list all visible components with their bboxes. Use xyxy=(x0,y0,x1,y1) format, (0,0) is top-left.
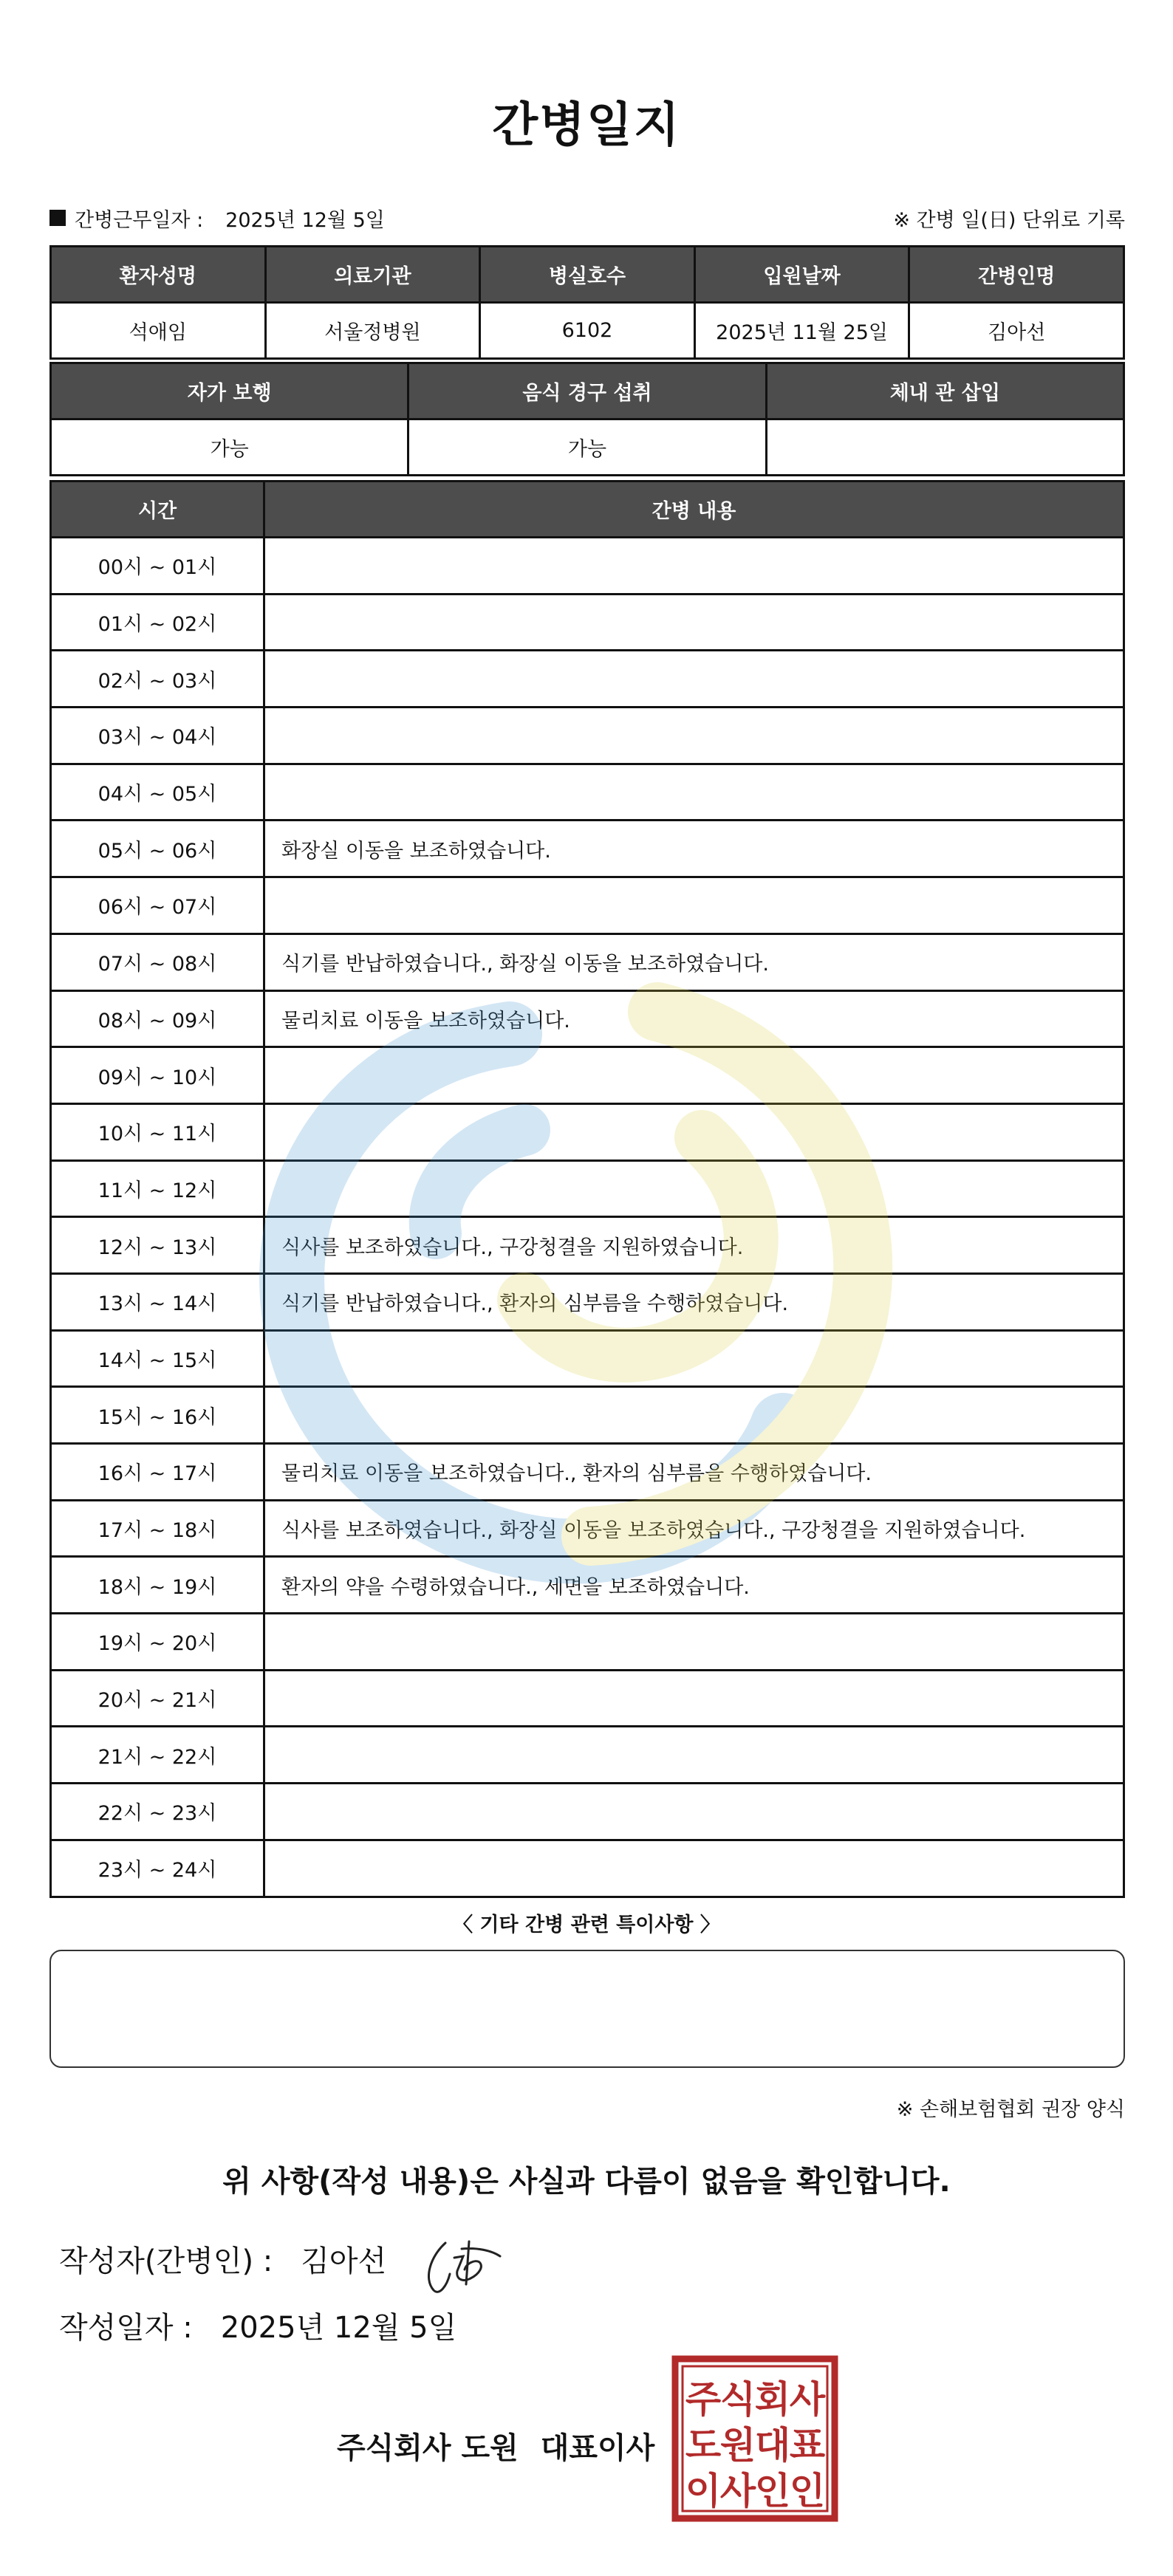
write-date-label: 작성일자 : xyxy=(59,2311,193,2345)
stamp-glyph: 원 xyxy=(719,2424,756,2467)
care-log-row xyxy=(51,1444,1124,1501)
patient-name: 석애임 xyxy=(51,303,266,359)
care-log-row xyxy=(51,990,1124,1047)
confirmation-statement: 위 사항(작성 내용)은 사실과 다름이 없음을 확인합니다. xyxy=(222,2165,951,2199)
care-log-content xyxy=(264,1614,1124,1671)
care-log-content: 물리치료 이동을 보조하였습니다., 환자의 심부름을 수행하였습니다. xyxy=(264,1444,1124,1501)
care-log-row xyxy=(51,1500,1124,1557)
care-log-row xyxy=(51,708,1124,764)
care-log-row xyxy=(51,1784,1124,1840)
record-unit-note: ※ 간병 일(日) 단위로 기록 xyxy=(893,208,1125,232)
care-log-time: 01시 ~ 02시 xyxy=(51,594,264,651)
caregiver-name: 김아선 xyxy=(909,303,1124,359)
care-log-time: 20시 ~ 21시 xyxy=(51,1670,264,1727)
header-oral-intake: 음식 경구 섭취 xyxy=(408,363,766,419)
care-log-time: 12시 ~ 13시 xyxy=(51,1217,264,1274)
header-patient-name: 환자성명 xyxy=(51,247,266,303)
meta-row xyxy=(49,201,1125,235)
stamp-glyph: 표 xyxy=(789,2424,826,2467)
write-date-row xyxy=(59,2304,456,2346)
care-log-content: 식사를 보조하였습니다., 구강청결을 지원하였습니다. xyxy=(264,1217,1124,1274)
stamp-glyph: 대 xyxy=(754,2424,791,2467)
care-log-content xyxy=(264,1670,1124,1727)
care-log-time: 04시 ~ 05시 xyxy=(51,764,264,821)
care-log-time: 17시 ~ 18시 xyxy=(51,1500,264,1557)
care-log-content: 식기를 반납하였습니다., 화장실 이동을 보조하였습니다. xyxy=(264,934,1124,990)
care-log-content xyxy=(264,764,1124,821)
company-name: 주식회사 도원 xyxy=(337,2431,519,2465)
care-log-time: 22시 ~ 23시 xyxy=(51,1784,264,1840)
care-log-row xyxy=(51,1387,1124,1444)
care-log-time: 09시 ~ 10시 xyxy=(51,1047,264,1104)
care-log-row xyxy=(51,1840,1124,1897)
care-log-row xyxy=(51,877,1124,934)
care-log-content xyxy=(264,1330,1124,1387)
work-date-value: 2025년 12월 5일 xyxy=(225,208,385,232)
care-log-time: 05시 ~ 06시 xyxy=(51,821,264,877)
patient-info-header-row xyxy=(51,247,1124,303)
care-log-time: 13시 ~ 14시 xyxy=(51,1273,264,1330)
care-log-row xyxy=(51,594,1124,651)
care-log-content xyxy=(264,708,1124,764)
care-log-table xyxy=(49,480,1125,1898)
work-date-label: 간병근무일자 : xyxy=(75,208,204,232)
stamp-glyph: 인 xyxy=(789,2470,826,2512)
care-log-content xyxy=(264,1387,1124,1444)
patient-status-table xyxy=(49,362,1125,476)
oral-intake-value: 가능 xyxy=(408,419,766,476)
writer-row xyxy=(59,2238,386,2280)
care-log-time: 08시 ~ 09시 xyxy=(51,990,264,1047)
care-log-row xyxy=(51,1727,1124,1784)
care-log-time: 16시 ~ 17시 xyxy=(51,1444,264,1501)
care-log-time: 02시 ~ 03시 xyxy=(51,651,264,708)
tube-insertion-value xyxy=(766,419,1124,476)
care-log-row xyxy=(51,1557,1124,1614)
handwritten-signature xyxy=(417,2227,506,2301)
header-caregiver-name: 간병인명 xyxy=(909,247,1124,303)
header-hospital: 의료기관 xyxy=(265,247,480,303)
care-log-header-row xyxy=(51,482,1124,538)
care-log-row xyxy=(51,1217,1124,1274)
header-self-walking: 자가 보행 xyxy=(51,363,408,419)
care-log-time: 07시 ~ 08시 xyxy=(51,934,264,990)
stamp-glyph: 사 xyxy=(719,2470,756,2512)
care-log-content xyxy=(264,651,1124,708)
care-log-row xyxy=(51,651,1124,708)
room-number: 6102 xyxy=(480,303,695,359)
company-role: 대표이사 xyxy=(540,2431,655,2465)
care-log-time: 10시 ~ 11시 xyxy=(51,1103,264,1160)
writer-label: 작성자(간병인) : xyxy=(59,2244,273,2278)
care-log-time: 11시 ~ 12시 xyxy=(51,1160,264,1217)
care-log-content: 식사를 보조하였습니다., 화장실 이동을 보조하였습니다., 구강청결을 지원하였습니다. xyxy=(264,1500,1124,1557)
admission-date: 2025년 11월 25일 xyxy=(694,303,909,359)
care-log-content xyxy=(264,1103,1124,1160)
hospital-name: 서울정병원 xyxy=(265,303,480,359)
care-log-body xyxy=(51,538,1124,1897)
care-log-content: 식기를 반납하였습니다., 환자의 심부름을 수행하였습니다. xyxy=(264,1273,1124,1330)
care-log-row xyxy=(51,1047,1124,1104)
write-date-value: 2025년 12월 5일 xyxy=(220,2311,457,2345)
care-log-content xyxy=(264,594,1124,651)
care-log-content xyxy=(264,1160,1124,1217)
care-log-row xyxy=(51,764,1124,821)
care-log-row xyxy=(51,1103,1124,1160)
care-log-row xyxy=(51,1160,1124,1217)
square-bullet-icon xyxy=(49,210,66,226)
care-log-row xyxy=(51,934,1124,990)
care-log-row xyxy=(51,821,1124,877)
header-admission-date: 입원날짜 xyxy=(694,247,909,303)
care-log-content xyxy=(264,1784,1124,1840)
care-log-time: 21시 ~ 22시 xyxy=(51,1727,264,1784)
patient-status-value-row xyxy=(51,419,1124,476)
special-notes-box xyxy=(49,1950,1125,2068)
care-log-time: 00시 ~ 01시 xyxy=(51,538,264,595)
care-log-row xyxy=(51,1273,1124,1330)
care-log-row xyxy=(51,1330,1124,1387)
care-log-time: 19시 ~ 20시 xyxy=(51,1614,264,1671)
stamp-glyph: 사 xyxy=(789,2378,826,2421)
care-log-time: 06시 ~ 07시 xyxy=(51,877,264,934)
care-log-content: 환자의 약을 수령하였습니다., 세면을 보조하였습니다. xyxy=(264,1557,1124,1614)
stamp-glyph: 주 xyxy=(685,2378,722,2421)
care-log-row xyxy=(51,538,1124,595)
care-log-content: 화장실 이동을 보조하였습니다. xyxy=(264,821,1124,877)
recommend-note: ※ 손해보험협회 권장 양식 xyxy=(896,2098,1125,2121)
care-log-content xyxy=(264,1047,1124,1104)
header-time: 시간 xyxy=(51,482,264,538)
care-log-content xyxy=(264,1727,1124,1784)
care-log-row xyxy=(51,1614,1124,1671)
header-tube-insertion: 체내 관 삽입 xyxy=(766,363,1124,419)
care-log-row xyxy=(51,1670,1124,1727)
stamp-glyph: 인 xyxy=(754,2470,791,2512)
care-log-content: 물리치료 이동을 보조하였습니다. xyxy=(264,990,1124,1047)
self-walking-value: 가능 xyxy=(51,419,408,476)
special-notes-title: 〈 기타 간병 관련 특이사항 〉 xyxy=(453,1914,720,1936)
care-log-time: 15시 ~ 16시 xyxy=(51,1387,264,1444)
stamp-glyph: 식 xyxy=(719,2378,756,2421)
care-log-content xyxy=(264,538,1124,595)
care-log-time: 23시 ~ 24시 xyxy=(51,1840,264,1897)
stamp-glyph: 이 xyxy=(685,2470,722,2512)
company-signature-line xyxy=(337,2425,654,2467)
stamp-glyph: 도 xyxy=(685,2424,722,2467)
header-room-number: 병실호수 xyxy=(480,247,695,303)
work-date-group xyxy=(49,204,385,233)
care-log-content xyxy=(264,1840,1124,1897)
stamp-glyph: 회 xyxy=(754,2378,791,2421)
care-log-time: 03시 ~ 04시 xyxy=(51,708,264,764)
page-title: 간병일지 xyxy=(492,98,681,153)
care-log-time: 18시 ~ 19시 xyxy=(51,1557,264,1614)
patient-info-value-row xyxy=(51,303,1124,359)
writer-name: 김아선 xyxy=(301,2244,387,2278)
care-log-content xyxy=(264,877,1124,934)
patient-status-header-row xyxy=(51,363,1124,419)
care-log-time: 14시 ~ 15시 xyxy=(51,1330,264,1387)
patient-info-table xyxy=(49,245,1125,360)
company-seal-stamp xyxy=(671,2354,839,2523)
header-care-content: 간병 내용 xyxy=(264,482,1124,538)
